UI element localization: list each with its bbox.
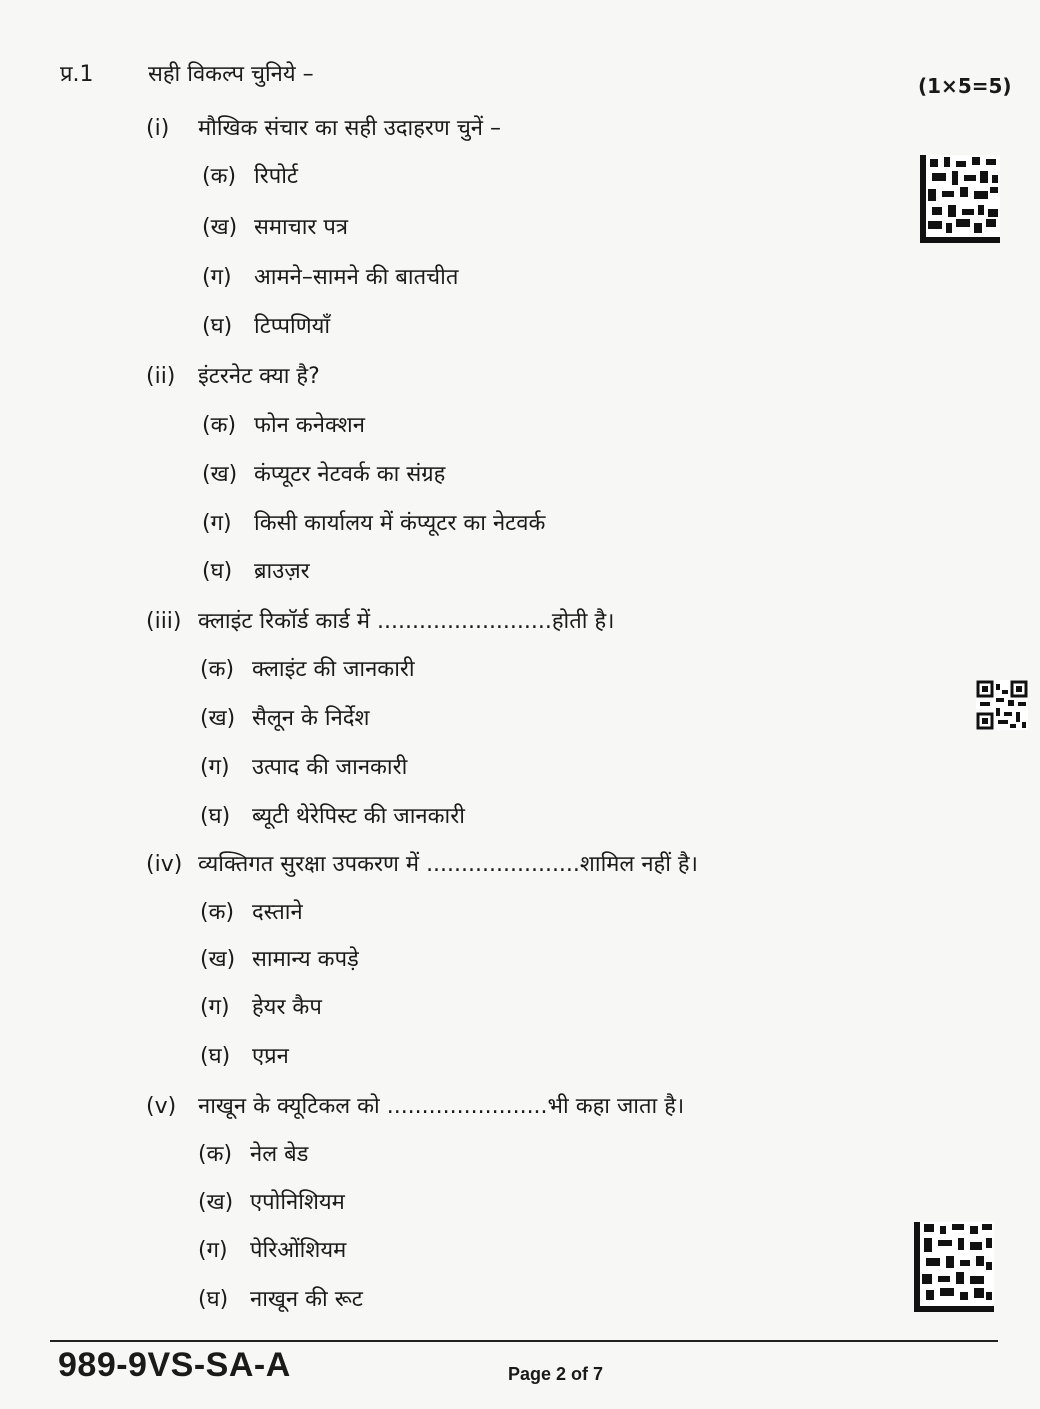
option	[202, 160, 298, 190]
subquestion-text: नाखून के क्यूटिकल को .......................भी कहा जाता है।	[198, 1094, 685, 1119]
qr-code-icon	[976, 680, 1028, 730]
subquestion-3	[146, 605, 615, 635]
option-label: (ग)	[198, 1238, 228, 1263]
option-label: (घ)	[202, 559, 233, 584]
option	[198, 1186, 345, 1216]
option	[200, 1040, 289, 1070]
option-text: एपोनिशियम	[250, 1190, 345, 1215]
option-label: (ख)	[198, 1190, 234, 1215]
option-text: नाखून की रूट	[250, 1287, 363, 1312]
option-label: (ख)	[202, 462, 238, 487]
option	[202, 261, 458, 291]
option-label: (क)	[198, 1142, 233, 1167]
datamatrix-barcode-icon	[914, 1222, 994, 1312]
option-text: नेल बेड	[250, 1142, 309, 1167]
option-text: एप्रन	[252, 1044, 289, 1069]
subquestion-number: (iv)	[146, 852, 183, 877]
option	[200, 702, 369, 732]
option	[198, 1138, 308, 1168]
subquestion-text: इंटरनेट क्या है?	[198, 364, 320, 389]
option	[200, 653, 415, 683]
option-text: कंप्यूटर नेटवर्क का संग्रह	[254, 462, 446, 487]
option-label: (ख)	[200, 706, 236, 731]
subquestion-text: मौखिक संचार का सही उदाहरण चुनें –	[198, 116, 501, 141]
option-text: ब्राउज़र	[254, 559, 310, 584]
option-label: (ग)	[202, 265, 232, 290]
option	[202, 211, 348, 241]
subquestion-2	[146, 360, 320, 390]
option	[198, 1283, 363, 1313]
subquestion-1	[146, 112, 501, 142]
option-text: पेरिओंशियम	[250, 1238, 347, 1263]
option-text: सामान्य कपड़े	[252, 947, 359, 972]
option-label: (ग)	[200, 755, 230, 780]
marks-allocation: (1×5=5)	[918, 74, 1012, 98]
subquestion-text: क्लाइंट रिकॉर्ड कार्ड में .........................होती है।	[198, 609, 615, 634]
option-text: ब्यूटी थेरेपिस्ट की जानकारी	[252, 804, 465, 829]
datamatrix-barcode-icon	[920, 155, 1000, 243]
subquestion-4	[146, 848, 698, 878]
question-instruction: सही विकल्प चुनिये –	[148, 62, 314, 87]
option	[200, 943, 359, 973]
option-label: (ग)	[202, 511, 232, 536]
option-text: क्लाइंट की जानकारी	[252, 657, 415, 682]
option-text: किसी कार्यालय में कंप्यूटर का नेटवर्क	[254, 511, 546, 536]
footer-divider	[50, 1340, 998, 1342]
option	[200, 800, 465, 830]
question-header	[60, 58, 314, 88]
subquestion-5	[146, 1090, 684, 1120]
option	[202, 507, 545, 537]
option-text: उत्पाद की जानकारी	[252, 755, 408, 780]
question-number: प्र.1	[60, 62, 94, 87]
option	[202, 555, 310, 585]
option	[202, 310, 330, 340]
option	[200, 896, 303, 926]
option-label: (क)	[200, 900, 235, 925]
option	[198, 1234, 346, 1264]
page-number: Page 2 of 7	[508, 1364, 604, 1384]
option	[202, 458, 445, 488]
paper-code: 989-9VS-SA-A	[58, 1346, 291, 1384]
option-text: टिप्पणियाँ	[254, 314, 331, 339]
option-label: (घ)	[200, 804, 231, 829]
option-text: समाचार पत्र	[254, 215, 349, 240]
option-label: (घ)	[198, 1287, 229, 1312]
option-text: फोन कनेक्शन	[254, 413, 365, 438]
option	[200, 751, 407, 781]
option-label: (क)	[200, 657, 235, 682]
option-text: आमने–सामने की बातचीत	[254, 265, 459, 290]
option-text: हेयर कैप	[252, 995, 322, 1020]
option-label: (घ)	[200, 1044, 231, 1069]
subquestion-number: (ii)	[146, 364, 176, 389]
option-label: (ग)	[200, 995, 230, 1020]
option-label: (क)	[202, 164, 237, 189]
option-text: दस्ताने	[252, 900, 303, 925]
option-text: रिपोर्ट	[254, 164, 298, 189]
option	[202, 409, 365, 439]
option-label: (क)	[202, 413, 237, 438]
option-label: (ख)	[200, 947, 236, 972]
option-text: सैलून के निर्देश	[252, 706, 370, 731]
subquestion-number: (v)	[146, 1094, 177, 1119]
option	[200, 991, 322, 1021]
subquestion-number: (i)	[146, 116, 170, 141]
option-label: (ख)	[202, 215, 238, 240]
subquestion-text: व्यक्तिगत सुरक्षा उपकरण में ......................शामिल नहीं है।	[198, 852, 698, 877]
option-label: (घ)	[202, 314, 233, 339]
subquestion-number: (iii)	[146, 609, 182, 634]
